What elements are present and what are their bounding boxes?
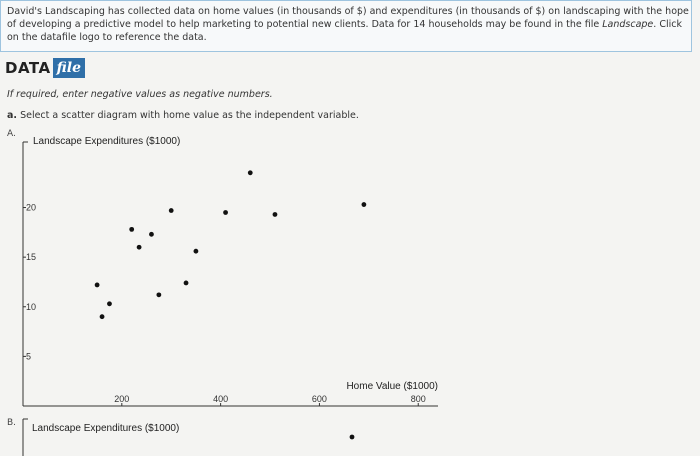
data-point — [129, 227, 134, 232]
data-point — [100, 314, 105, 319]
y-axis-title: Landscape Expenditures ($1000) — [33, 136, 181, 147]
datafile-logo-data-text: DATA — [5, 59, 51, 77]
x-tick-label: 200 — [114, 394, 130, 404]
data-point — [273, 212, 278, 217]
data-point — [169, 208, 174, 213]
option-a-label[interactable]: A. — [7, 129, 16, 139]
data-point — [223, 210, 228, 215]
y-tick-label: 10 — [26, 301, 37, 312]
data-point — [361, 202, 366, 207]
x-axis-title: Home Value ($1000) — [346, 381, 438, 392]
datafile-logo-file-text: file — [53, 58, 85, 78]
data-point — [95, 283, 100, 288]
data-point — [184, 281, 189, 286]
y-axis-title: Landscape Expenditures ($1000) — [32, 423, 180, 434]
data-point — [248, 170, 253, 175]
data-point — [156, 292, 161, 297]
y-tick-label: 5 — [26, 351, 32, 362]
x-tick-label: 600 — [311, 394, 327, 404]
option-b-scatter-chart[interactable] — [23, 419, 354, 456]
x-tick-label: 400 — [213, 394, 229, 404]
option-a-scatter-chart[interactable] — [23, 136, 438, 406]
question-letter: a. — [7, 110, 18, 121]
y-tick-label: 15 — [26, 252, 37, 263]
datafile-name: Landscape — [602, 19, 654, 30]
data-point — [137, 245, 142, 250]
data-point — [194, 249, 199, 254]
question-text: Select a scatter diagram with home value as the independent variable. — [20, 110, 359, 121]
x-tick-label: 800 — [410, 394, 426, 404]
problem-statement: David's Landscaping has collected data on home values (in thousands of $) and expenditures (in thousands of $) on landscaping with the hope of developing a predictive model to help marketing to potential new clients. Data for 14 households may be found in the file Landscape. Click on the datafile logo to reference the data. — [7, 6, 689, 43]
instruction-text: If required, enter negative values as negative numbers. — [7, 89, 273, 100]
option-b-label[interactable]: B. — [7, 418, 17, 428]
data-point — [350, 435, 355, 440]
data-point — [149, 232, 154, 237]
data-point — [107, 301, 112, 306]
y-tick-label: 20 — [26, 202, 37, 213]
